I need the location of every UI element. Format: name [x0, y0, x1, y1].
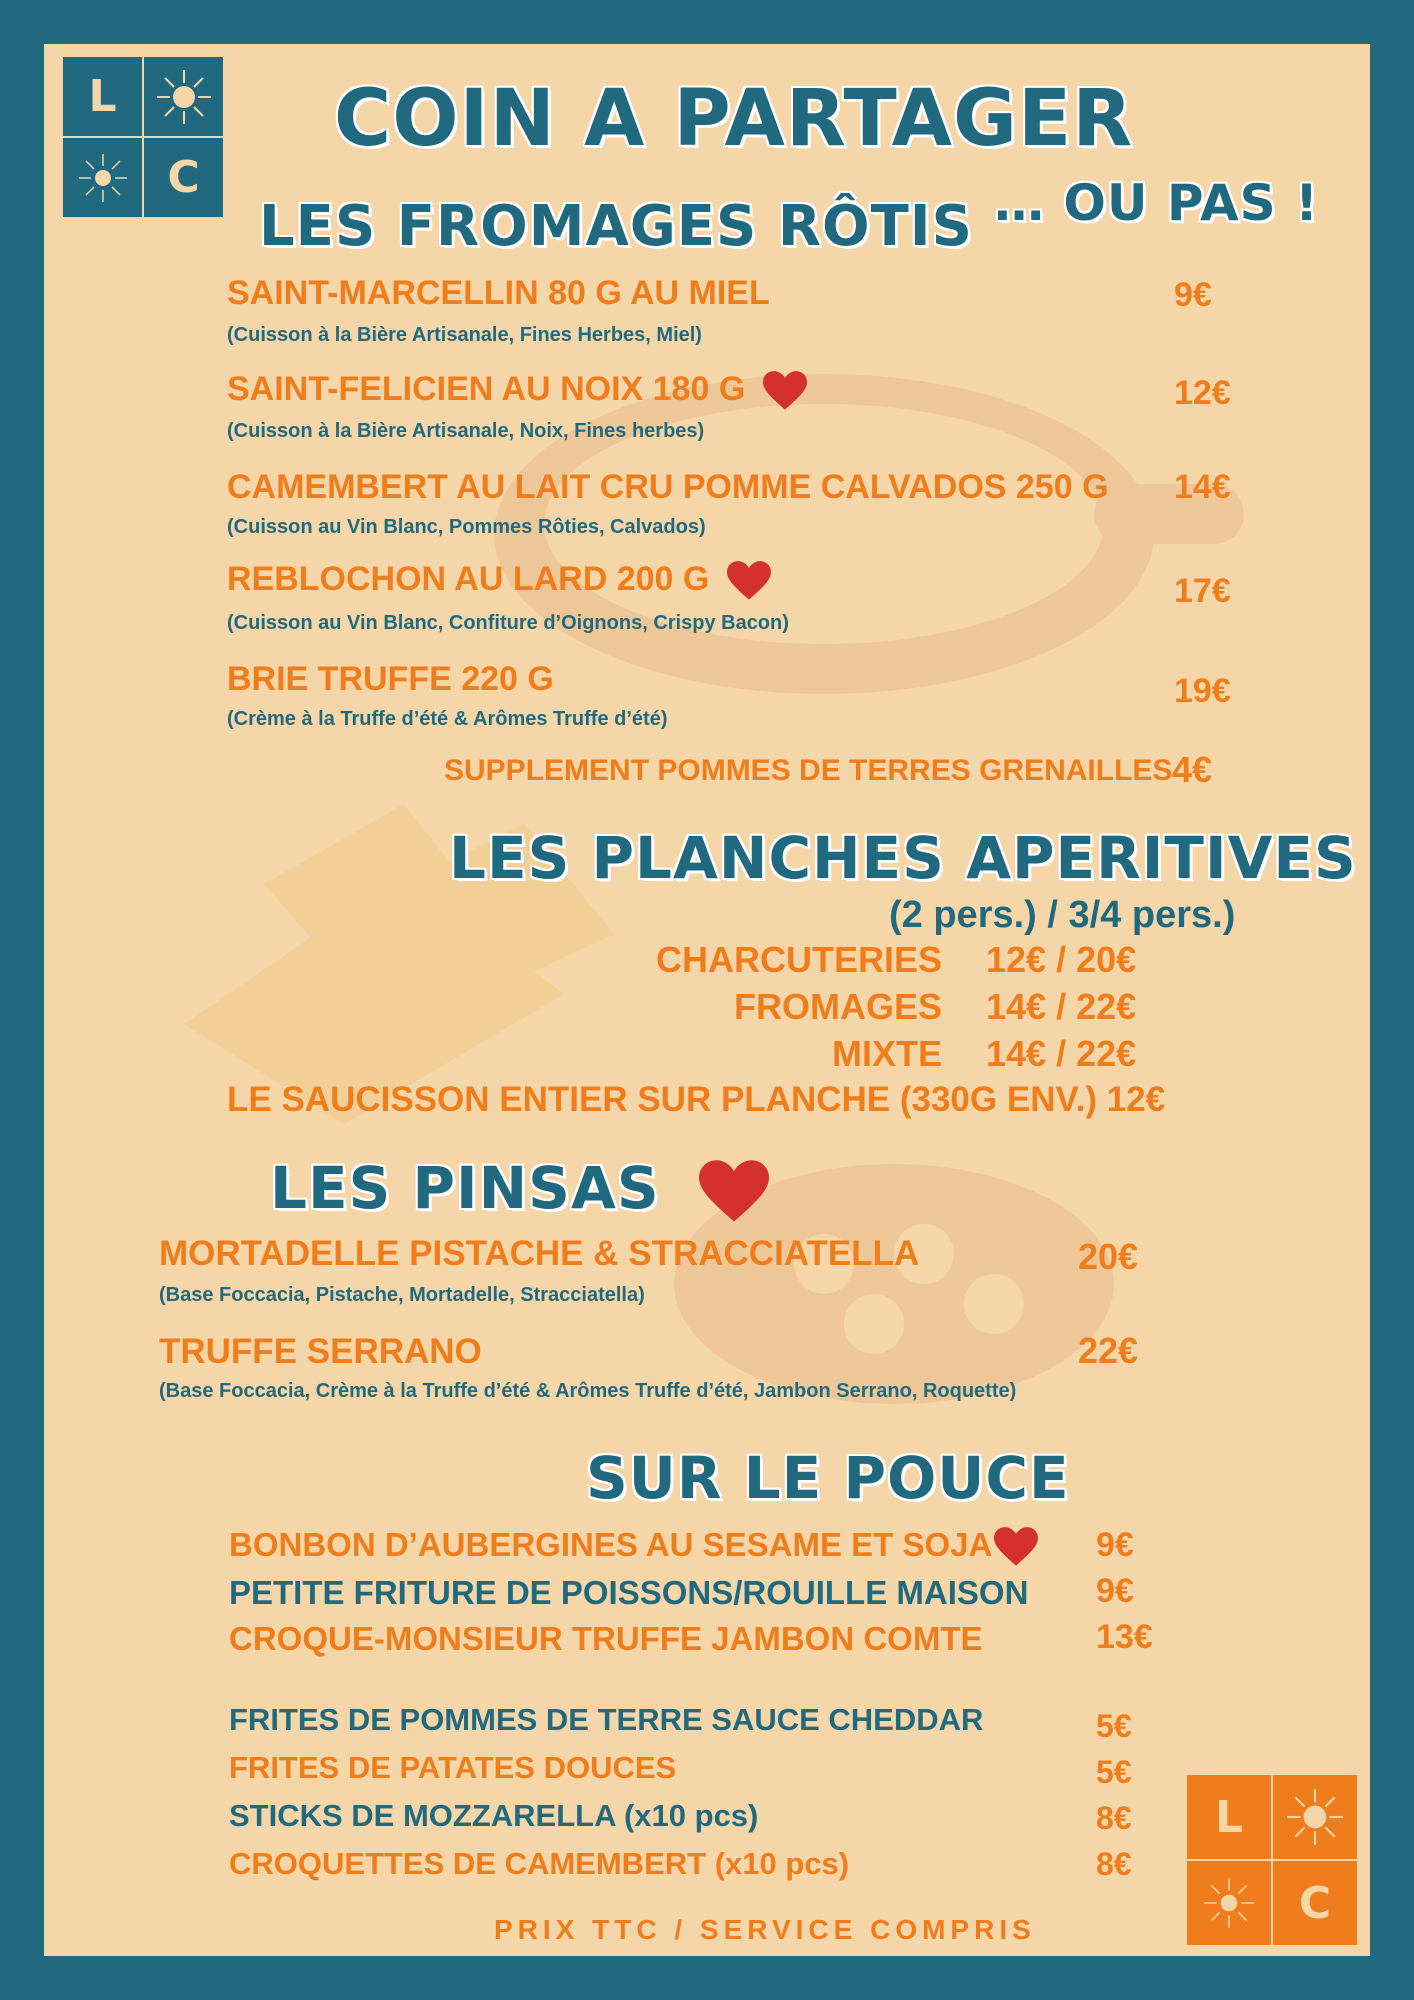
- sun-icon: [1284, 1786, 1346, 1848]
- menu-item-name: SAINT-MARCELLIN 80 G AU MIEL: [227, 274, 770, 312]
- logo-sun-cell: [144, 57, 223, 136]
- menu-item-desc: (Cuisson au Vin Blanc, Pommes Rôties, Calvados): [227, 516, 706, 538]
- planche-name: FROMAGES: [733, 986, 942, 1027]
- logo-letter-l: L: [1214, 1791, 1244, 1843]
- menu-item-name: BRIE TRUFFE 220 G: [227, 660, 554, 698]
- menu-item-desc: (Cuisson au Vin Blanc, Confiture d’Oignons, Crispy Bacon): [227, 612, 789, 634]
- side-item-qty: (x10 pcs): [623, 1798, 759, 1833]
- menu-item-price: 19€: [1174, 672, 1231, 710]
- menu-item-label: BONBON D’AUBERGINES AU SESAME ET SOJA: [229, 1526, 993, 1563]
- menu-item-name: CAMEMBERT AU LAIT CRU POMME CALVADOS 250 G: [227, 468, 1109, 506]
- menu-item-desc: (Crème à la Truffe d’été & Arômes Truffe d’été): [227, 708, 668, 730]
- planches-sizes: (2 pers.) / 3/4 pers.): [889, 894, 1236, 936]
- side-item-name: FRITES DE POMMES DE TERRE SAUCE CHEDDAR: [229, 1702, 984, 1737]
- menu-item-price: 22€: [1078, 1330, 1139, 1371]
- side-item-name: FRITES DE PATATES DOUCES: [229, 1750, 677, 1785]
- menu-item-name: MORTADELLE PISTACHE & STRACCIATELLA: [159, 1234, 920, 1273]
- menu-item-name: CROQUE-MONSIEUR TRUFFE JAMBON COMTE: [229, 1620, 983, 1657]
- side-item-price: 8€: [1096, 1800, 1132, 1836]
- planche-price: 14€ / 22€: [986, 986, 1137, 1027]
- menu-item-name: TRUFFE SERRANO: [159, 1332, 482, 1371]
- section-heading-pinsas: [270, 1154, 769, 1224]
- menu-item-price: 13€: [1096, 1618, 1153, 1656]
- menu-item-label: SAINT-FELICIEN AU NOIX 180 G: [227, 370, 746, 408]
- heart-icon: [699, 1160, 769, 1224]
- menu-item-desc: (Base Foccacia, Pistache, Mortadelle, Stracciatella): [159, 1284, 645, 1306]
- heart-icon: [763, 371, 807, 411]
- menu-item-price: 17€: [1174, 572, 1231, 610]
- menu-item-price: 9€: [1174, 276, 1212, 314]
- pinsas-heading-label: LES PINSAS: [270, 1154, 660, 1222]
- planche-price: 14€ / 22€: [986, 1033, 1137, 1074]
- side-item-qty: (x10 pcs): [714, 1846, 850, 1881]
- menu-item-name: [227, 560, 771, 601]
- menu-item-name: PETITE FRITURE DE POISSONS/ROUILLE MAISON: [229, 1574, 1029, 1611]
- logo-cell-l: [63, 57, 142, 136]
- menu-item-price: 12€: [1174, 374, 1231, 412]
- menu-item-label: REBLOCHON AU LARD 200 G: [227, 560, 710, 598]
- heart-icon: [727, 561, 771, 601]
- menu-item-price: 20€: [1078, 1236, 1139, 1277]
- logo-sun-cell-2: [1187, 1861, 1271, 1945]
- supplement-label: SUPPLEMENT POMMES DE TERRES GRENAILLES: [444, 754, 1173, 787]
- planche-name: MIXTE: [831, 1033, 942, 1074]
- menu-item-price: 9€: [1096, 1526, 1134, 1564]
- sun-icon: [154, 67, 214, 127]
- menu-item-name: [229, 1526, 1038, 1567]
- heart-icon: [994, 1527, 1038, 1567]
- section-heading-pouce: SUR LE POUCE: [586, 1444, 1070, 1512]
- menu-item-desc: (Cuisson à la Bière Artisanale, Fines Herbes, Miel): [227, 324, 702, 346]
- logo-letter-l: L: [88, 71, 117, 122]
- logo-cell-l: [1187, 1775, 1271, 1859]
- sun-icon: [1198, 1872, 1260, 1934]
- menu-page: [44, 44, 1370, 1956]
- side-item-label: CROQUETTES DE CAMEMBERT: [229, 1846, 707, 1881]
- side-item-name: [229, 1846, 849, 1882]
- menu-item-desc: (Base Foccacia, Crème à la Truffe d’été & Arômes Truffe d’été, Jambon Serrano, Roquette): [159, 1380, 1017, 1402]
- logo-sun-cell-2: [63, 138, 142, 217]
- planche-name: CHARCUTERIES: [655, 939, 942, 980]
- side-item-name: [229, 1798, 758, 1834]
- menu-item-price: 9€: [1096, 1572, 1134, 1610]
- side-item-price: 5€: [1096, 1754, 1132, 1790]
- loc-logo-bottom: [1187, 1775, 1357, 1945]
- menu-item-desc: (Cuisson à la Bière Artisanale, Noix, Fines herbes): [227, 420, 705, 442]
- sun-icon: [73, 148, 133, 208]
- logo-sun-cell: [1273, 1775, 1357, 1859]
- logo-letter-c: C: [167, 152, 200, 203]
- logo-cell-c: [1273, 1861, 1357, 1945]
- loc-logo: [63, 57, 223, 217]
- saucisson-line: LE SAUCISSON ENTIER SUR PLANCHE (330G ENV.) 12€: [227, 1080, 1166, 1119]
- logo-letter-c: C: [1298, 1877, 1332, 1929]
- side-item-price: 5€: [1096, 1708, 1132, 1744]
- side-item-label: STICKS DE MOZZARELLA: [229, 1798, 616, 1833]
- tagline: … OU PAS !: [994, 174, 1319, 232]
- menu-item-price: 14€: [1174, 468, 1231, 506]
- footer-note: PRIX TTC / SERVICE COMPRIS: [494, 1914, 1036, 1945]
- section-heading-planches: LES PLANCHES APERITIVES: [449, 824, 1357, 892]
- planche-price: 12€ / 20€: [986, 939, 1137, 980]
- side-item-price: 8€: [1096, 1846, 1132, 1882]
- menu-item-name: [227, 370, 807, 411]
- section-heading-fromages: LES FROMAGES RÔTIS: [259, 194, 973, 259]
- logo-cell-c: [144, 138, 223, 217]
- supplement-price: 4€: [1172, 749, 1213, 790]
- page-title: COIN A PARTAGER: [334, 74, 1134, 164]
